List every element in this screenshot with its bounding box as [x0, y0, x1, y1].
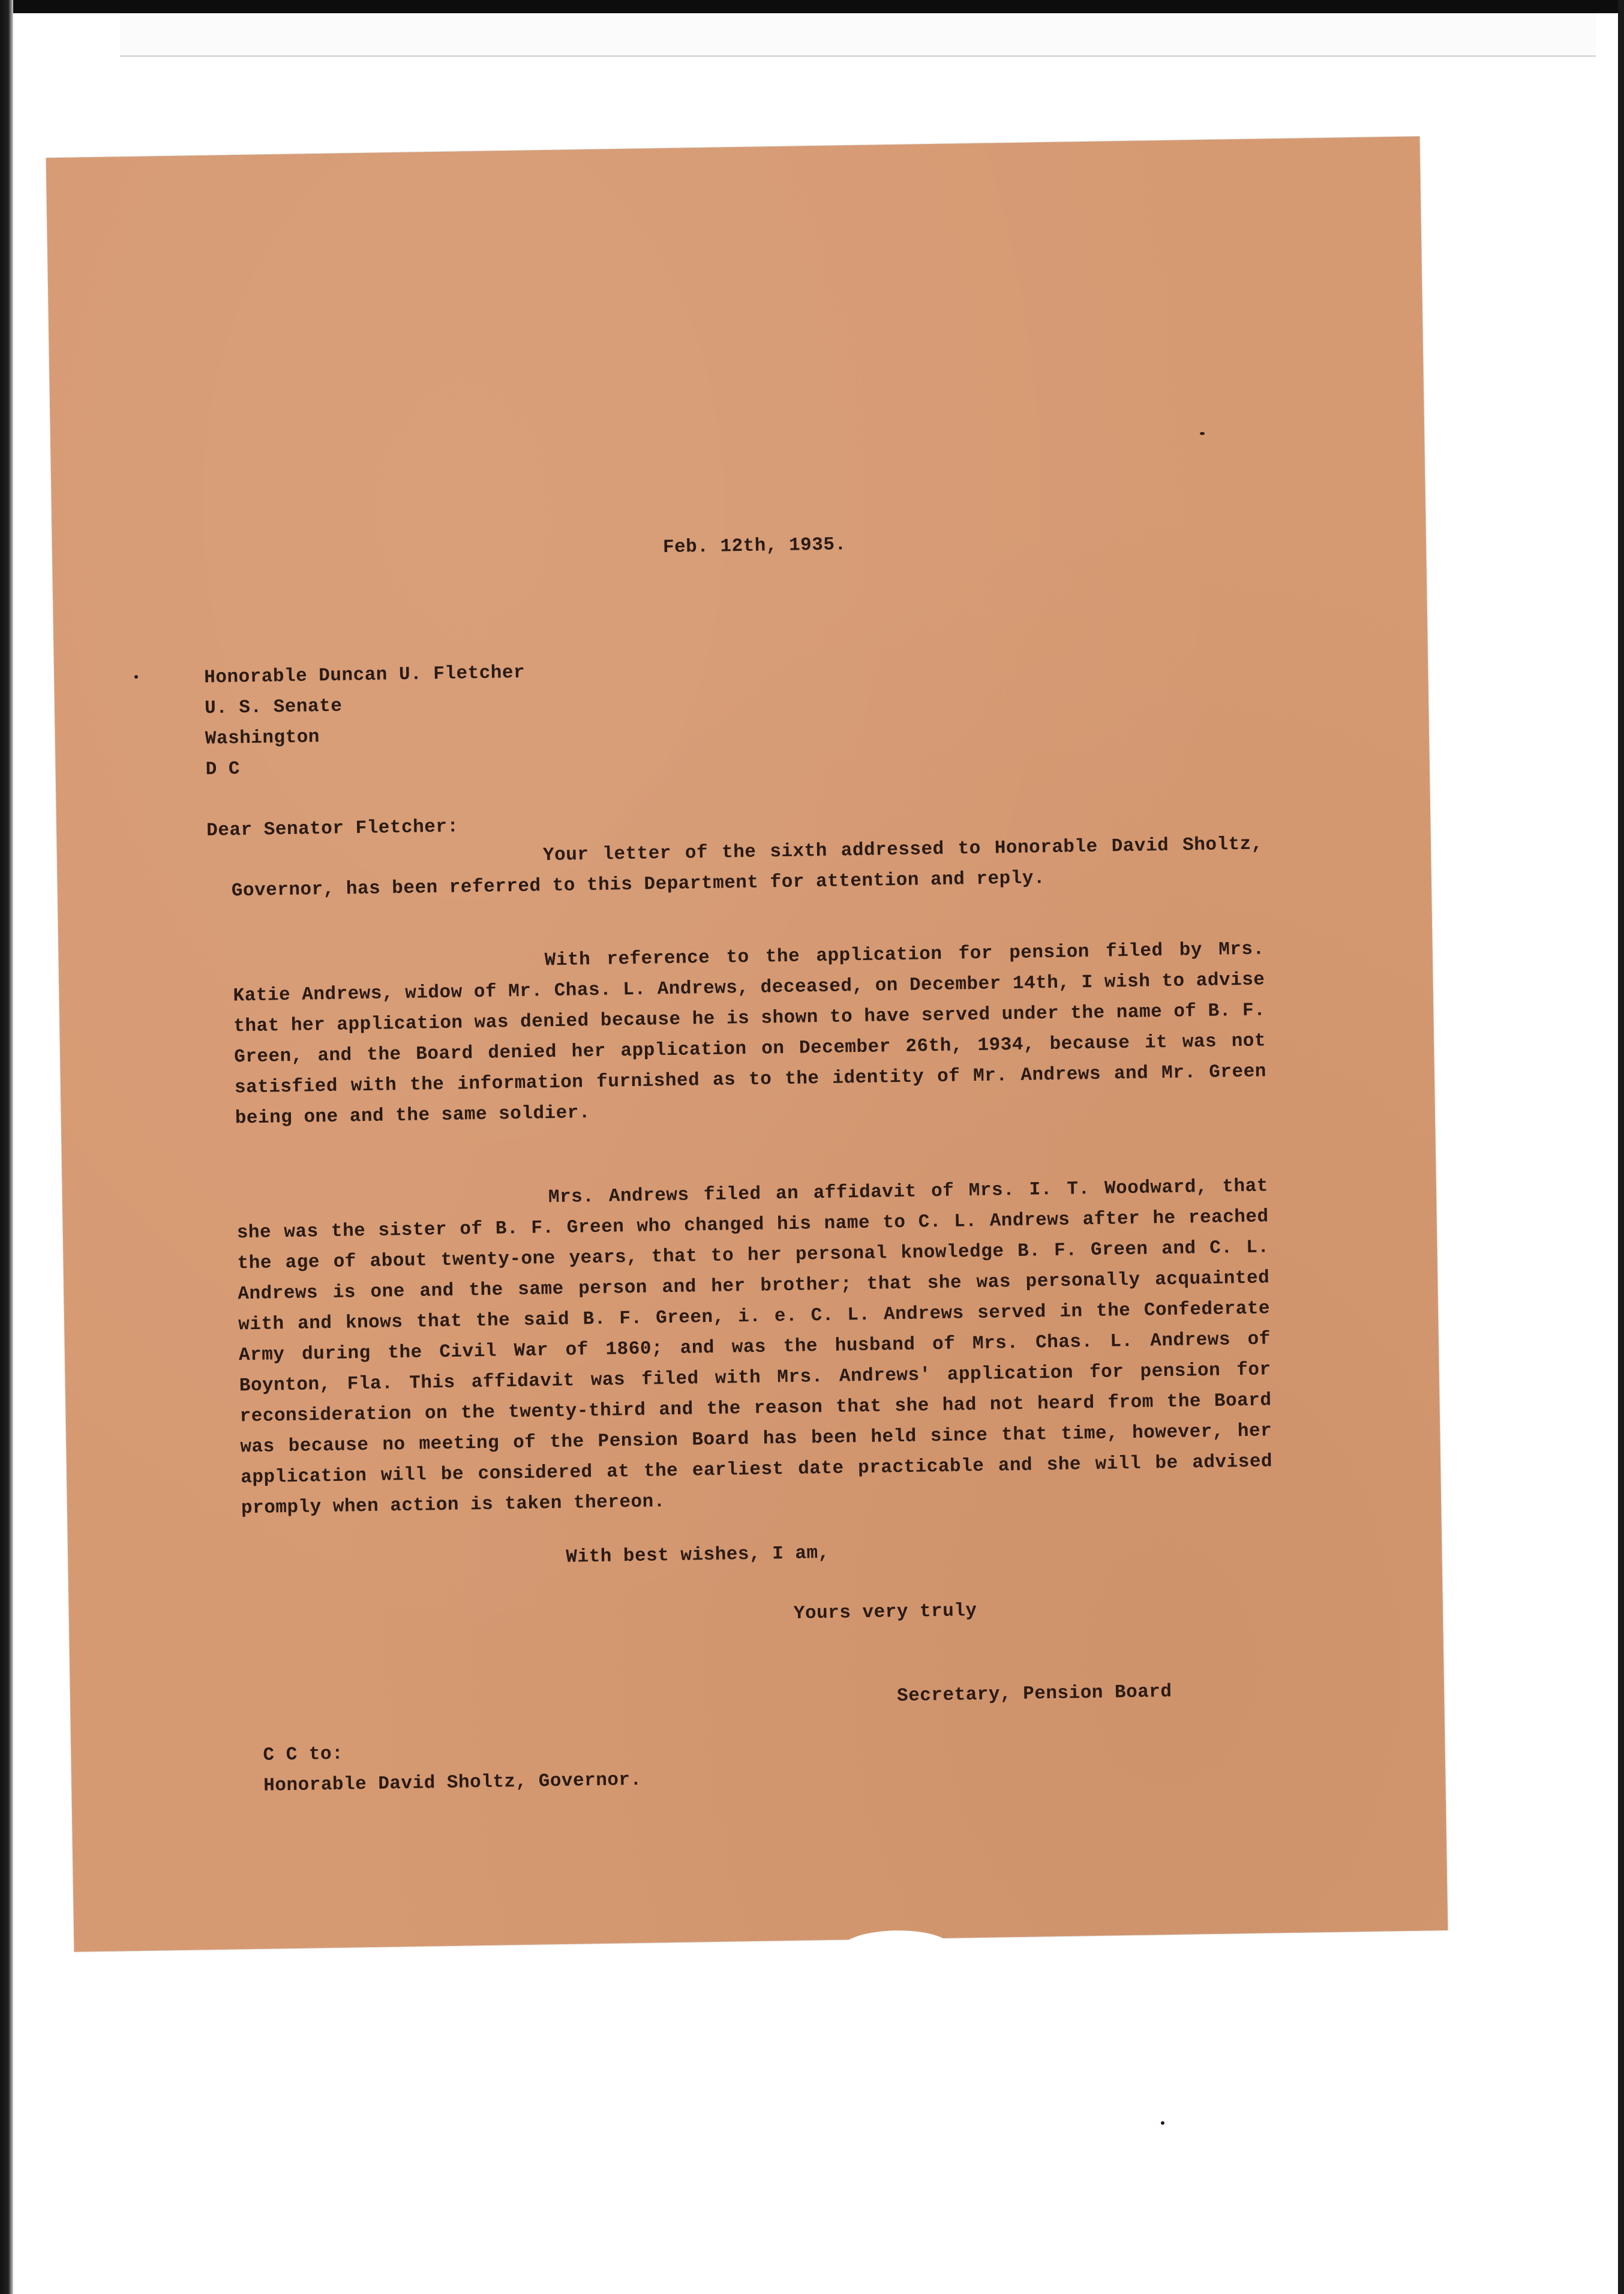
recipient-line: Washington	[205, 727, 320, 750]
salutation: Dear Senator Fletcher:	[206, 816, 459, 842]
paragraph-text: With reference to the application for pension filed by Mrs. Katie Andrews, widow of Mr. Chas. L. Andrews, deceased, on December 14th, I wish to advise that her application was denied because he is shown to have served under the name of B. F. Green, and the Board denied her application on December 26th, 1934, because it was not satisfied with the information furnished as to the identity of Mr. Andrews and Mr. Green being one and the same soldier.	[233, 938, 1267, 1129]
recipient-address	[204, 658, 527, 785]
letter-sheet	[46, 136, 1448, 1952]
recipient-line: D C	[205, 758, 241, 781]
complimentary-close: Yours very truly	[793, 1600, 977, 1624]
scan-border-left	[0, 0, 13, 2294]
letter-content	[46, 136, 1448, 1952]
paper-speck	[134, 675, 138, 679]
body-paragraph-2	[232, 934, 1267, 1133]
cc-recipient: Honorable David Sholtz, Governor.	[263, 1769, 642, 1797]
scan-border-top	[0, 0, 1624, 13]
recipient-line: U. S. Senate	[204, 695, 343, 719]
paragraph-text: Your letter of the sixth addressed to Honorable David Sholtz, Governor, has been referred to this Department for attention and reply.	[231, 833, 1263, 902]
paper-speck	[1200, 432, 1205, 435]
scan-border-right	[1618, 0, 1624, 2294]
closing-line: With best wishes, I am,	[566, 1542, 830, 1568]
letter-date: Feb. 12th, 1935.	[662, 534, 846, 559]
signature-title: Secretary, Pension Board	[896, 1681, 1172, 1707]
carbon-copy-block	[263, 1734, 642, 1801]
body-paragraph-3	[236, 1171, 1274, 1524]
scanner-bed-strip	[120, 13, 1596, 57]
paper-speck	[1161, 2121, 1164, 2125]
recipient-line: Honorable Duncan U. Fletcher	[204, 662, 526, 689]
paragraph-text: Mrs. Andrews filed an affidavit of Mrs. I. T. Woodward, that she was the sister of B. F. Green who changed his name to C. L. Andrews after he reached the age of about twenty-one years, that to her personal knowledge B. F. Green and C. L. Andrews is one and the same person and her brother; that she was personally acquainted with and knows that the said B. F. Green, i. e. C. L. Andrews served in the Confederate Army during the Civil War of 1860; and was the husband of Mrs. Chas. L. Andrews of Boynton, Fla. This affidavit was filed with Mrs. Andrews' application for pension for reconsideration on the twenty-third and the reason that she had not heard from the Board was because no meeting of the Pension Board has been held since that time, however, her application will be considered at the earliest date practicable and she will be advised promply when action is taken thereon.	[236, 1176, 1273, 1519]
cc-label: C C to:	[263, 1743, 344, 1766]
